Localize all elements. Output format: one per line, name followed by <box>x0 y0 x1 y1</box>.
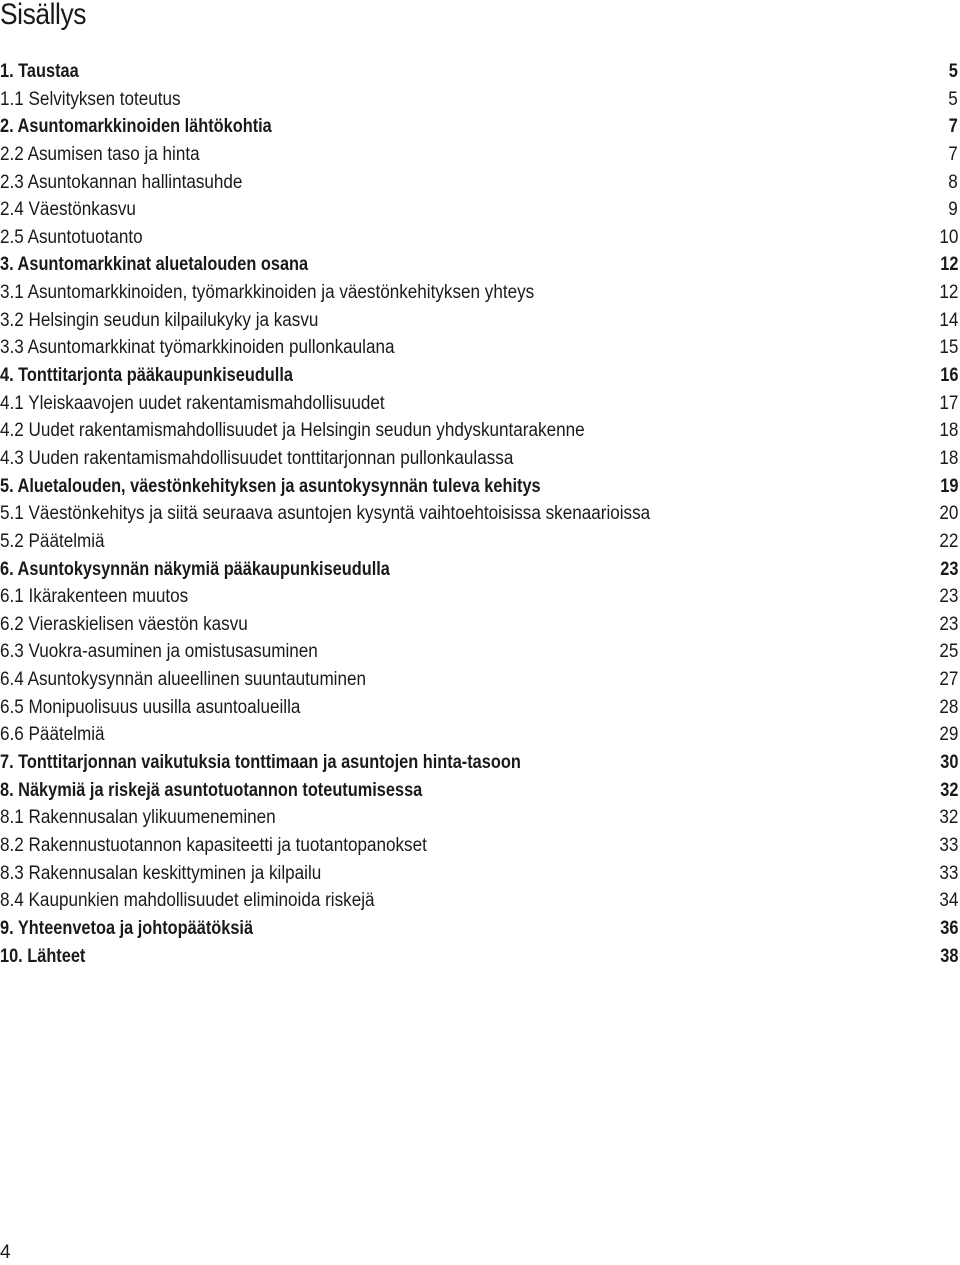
toc-chapter-entry[interactable] <box>0 362 960 390</box>
toc-entry-label: 5.1 Väestönkehitys ja siitä seuraava asuntojen kysyntä vaihtoehtoisissa skenaarioissa <box>0 503 651 525</box>
toc-section-entry[interactable] <box>0 721 960 749</box>
toc-entry-page-number: 29 <box>939 724 959 746</box>
toc-chapter-entry[interactable] <box>0 58 960 86</box>
toc-section-entry[interactable] <box>0 334 960 362</box>
toc-entry-label: 6.4 Asuntokysynnän alueellinen suuntautuminen <box>0 669 367 691</box>
toc-entry-page-number: 14 <box>939 309 959 331</box>
toc-chapter-entry[interactable] <box>0 113 960 141</box>
toc-entry-label: 1.1 Selvityksen toteutus <box>0 88 181 110</box>
toc-entry-page-number: 5 <box>949 61 959 82</box>
toc-section-entry[interactable] <box>0 390 960 418</box>
toc-entry-label: 8.4 Kaupunkien mahdollisuudet eliminoida riskejä <box>0 890 375 912</box>
toc-section-entry[interactable] <box>0 611 960 639</box>
toc-section-entry[interactable] <box>0 86 960 114</box>
toc-entry-label: 6.3 Vuokra-asuminen ja omistusasuminen <box>0 641 318 663</box>
toc-entry-label: 4.2 Uudet rakentamismahdollisuudet ja Helsingin seudun yhdyskuntarakenne <box>0 420 585 442</box>
toc-entry-label: 6.6 Päätelmiä <box>0 724 105 746</box>
toc-entry-page-number: 18 <box>939 447 959 469</box>
toc-entry-label: 8. Näkymiä ja riskejä asuntotuotannon toteutumisessa <box>0 779 423 801</box>
toc-entry-label: 1. Taustaa <box>0 61 79 82</box>
toc-section-entry[interactable] <box>0 196 960 224</box>
toc-section-entry[interactable] <box>0 583 960 611</box>
toc-entry-page-number: 30 <box>940 752 959 774</box>
toc-entry-page-number: 19 <box>940 475 959 497</box>
toc-entry-page-number: 28 <box>939 696 959 718</box>
page-number: 4 <box>0 1242 11 1263</box>
toc-entry-label: 6. Asuntokysynnän näkymiä pääkaupunkiseudulla <box>0 558 390 580</box>
page-title: Sisällys <box>0 0 86 31</box>
toc-entry-page-number: 23 <box>939 613 959 635</box>
toc-chapter-entry[interactable] <box>0 251 960 279</box>
toc-entry-label: 5.2 Päätelmiä <box>0 530 105 552</box>
toc-section-entry[interactable] <box>0 638 960 666</box>
toc-entry-label: 4. Tonttitarjonta pääkaupunkiseudulla <box>0 365 293 387</box>
toc-entry-page-number: 10 <box>939 226 959 248</box>
toc-section-entry[interactable] <box>0 445 960 473</box>
toc-entry-label: 3.3 Asuntomarkkinat työmarkkinoiden pullonkaulana <box>0 337 395 359</box>
toc-entry-page-number: 12 <box>939 282 959 304</box>
toc-chapter-entry[interactable] <box>0 556 960 584</box>
toc-section-entry[interactable] <box>0 417 960 445</box>
toc-entry-label: 6.1 Ikärakenteen muutos <box>0 586 189 608</box>
toc-entry-page-number: 9 <box>948 199 959 221</box>
toc-entry-label: 5. Aluetalouden, väestönkehityksen ja asuntokysynnän tuleva kehitys <box>0 475 541 497</box>
toc-entry-label: 3. Asuntomarkkinat aluetalouden osana <box>0 254 309 276</box>
toc-entry-page-number: 27 <box>939 669 959 691</box>
toc-entry-label: 9. Yhteenvetoa ja johtopäätöksiä <box>0 917 254 939</box>
toc-entry-page-number: 23 <box>939 586 959 608</box>
toc-section-entry[interactable] <box>0 141 960 169</box>
toc-chapter-entry[interactable] <box>0 777 960 805</box>
toc-entry-page-number: 7 <box>948 143 959 165</box>
toc-chapter-entry[interactable] <box>0 749 960 777</box>
toc-section-entry[interactable] <box>0 500 960 528</box>
toc-entry-page-number: 12 <box>940 254 959 276</box>
toc-entry-label: 2. Asuntomarkkinoiden lähtökohtia <box>0 116 272 138</box>
toc-section-entry[interactable] <box>0 694 960 722</box>
toc-entry-label: 2.3 Asuntokannan hallintasuhde <box>0 171 243 193</box>
toc-section-entry[interactable] <box>0 832 960 860</box>
toc-chapter-entry[interactable] <box>0 473 960 501</box>
toc-entry-label: 10. Lähteet <box>0 945 86 967</box>
toc-entry-page-number: 18 <box>939 420 959 442</box>
toc-entry-label: 4.1 Yleiskaavojen uudet rakentamismahdollisuudet <box>0 392 385 414</box>
toc-entry-label: 2.5 Asuntotuotanto <box>0 226 143 248</box>
toc-section-entry[interactable] <box>0 666 960 694</box>
toc-entry-page-number: 15 <box>939 337 959 359</box>
table-of-contents <box>0 58 960 970</box>
toc-entry-page-number: 38 <box>940 945 959 967</box>
toc-entry-page-number: 8 <box>948 171 959 193</box>
toc-section-entry[interactable] <box>0 224 960 252</box>
toc-section-entry[interactable] <box>0 279 960 307</box>
toc-section-entry[interactable] <box>0 169 960 197</box>
toc-entry-label: 8.1 Rakennusalan ylikuumeneminen <box>0 807 276 829</box>
toc-entry-page-number: 32 <box>940 779 959 801</box>
toc-entry-label: 7. Tonttitarjonnan vaikutuksia tonttimaan ja asuntojen hinta-tasoon <box>0 752 521 774</box>
toc-entry-page-number: 34 <box>939 890 959 912</box>
toc-entry-page-number: 7 <box>949 116 959 138</box>
toc-chapter-entry[interactable] <box>0 943 960 971</box>
toc-entry-label: 8.2 Rakennustuotannon kapasiteetti ja tuotantopanokset <box>0 834 427 856</box>
toc-entry-label: 3.1 Asuntomarkkinoiden, työmarkkinoiden ja väestönkehityksen yhteys <box>0 282 535 304</box>
toc-entry-page-number: 32 <box>939 807 959 829</box>
toc-section-entry[interactable] <box>0 528 960 556</box>
toc-entry-page-number: 36 <box>940 917 959 939</box>
toc-section-entry[interactable] <box>0 887 960 915</box>
toc-entry-label: 8.3 Rakennusalan keskittyminen ja kilpailu <box>0 862 322 884</box>
toc-entry-label: 4.3 Uuden rakentamismahdollisuudet tonttitarjonnan pullonkaulassa <box>0 447 514 469</box>
toc-entry-label: 2.2 Asumisen taso ja hinta <box>0 143 200 165</box>
toc-section-entry[interactable] <box>0 860 960 888</box>
toc-chapter-entry[interactable] <box>0 915 960 943</box>
toc-section-entry[interactable] <box>0 307 960 335</box>
toc-entry-page-number: 33 <box>939 834 959 856</box>
toc-entry-page-number: 16 <box>940 365 959 387</box>
toc-entry-label: 3.2 Helsingin seudun kilpailukyky ja kasvu <box>0 309 319 331</box>
toc-entry-label: 6.2 Vieraskielisen väestön kasvu <box>0 613 248 635</box>
toc-entry-page-number: 17 <box>939 392 959 414</box>
toc-entry-page-number: 22 <box>939 530 959 552</box>
toc-section-entry[interactable] <box>0 804 960 832</box>
toc-entry-page-number: 33 <box>939 862 959 884</box>
toc-entry-page-number: 5 <box>948 88 959 110</box>
toc-entry-label: 6.5 Monipuolisuus uusilla asuntoalueilla <box>0 696 301 718</box>
toc-entry-label: 2.4 Väestönkasvu <box>0 199 136 221</box>
toc-entry-page-number: 25 <box>939 641 959 663</box>
toc-entry-page-number: 23 <box>940 558 959 580</box>
toc-entry-page-number: 20 <box>939 503 959 525</box>
